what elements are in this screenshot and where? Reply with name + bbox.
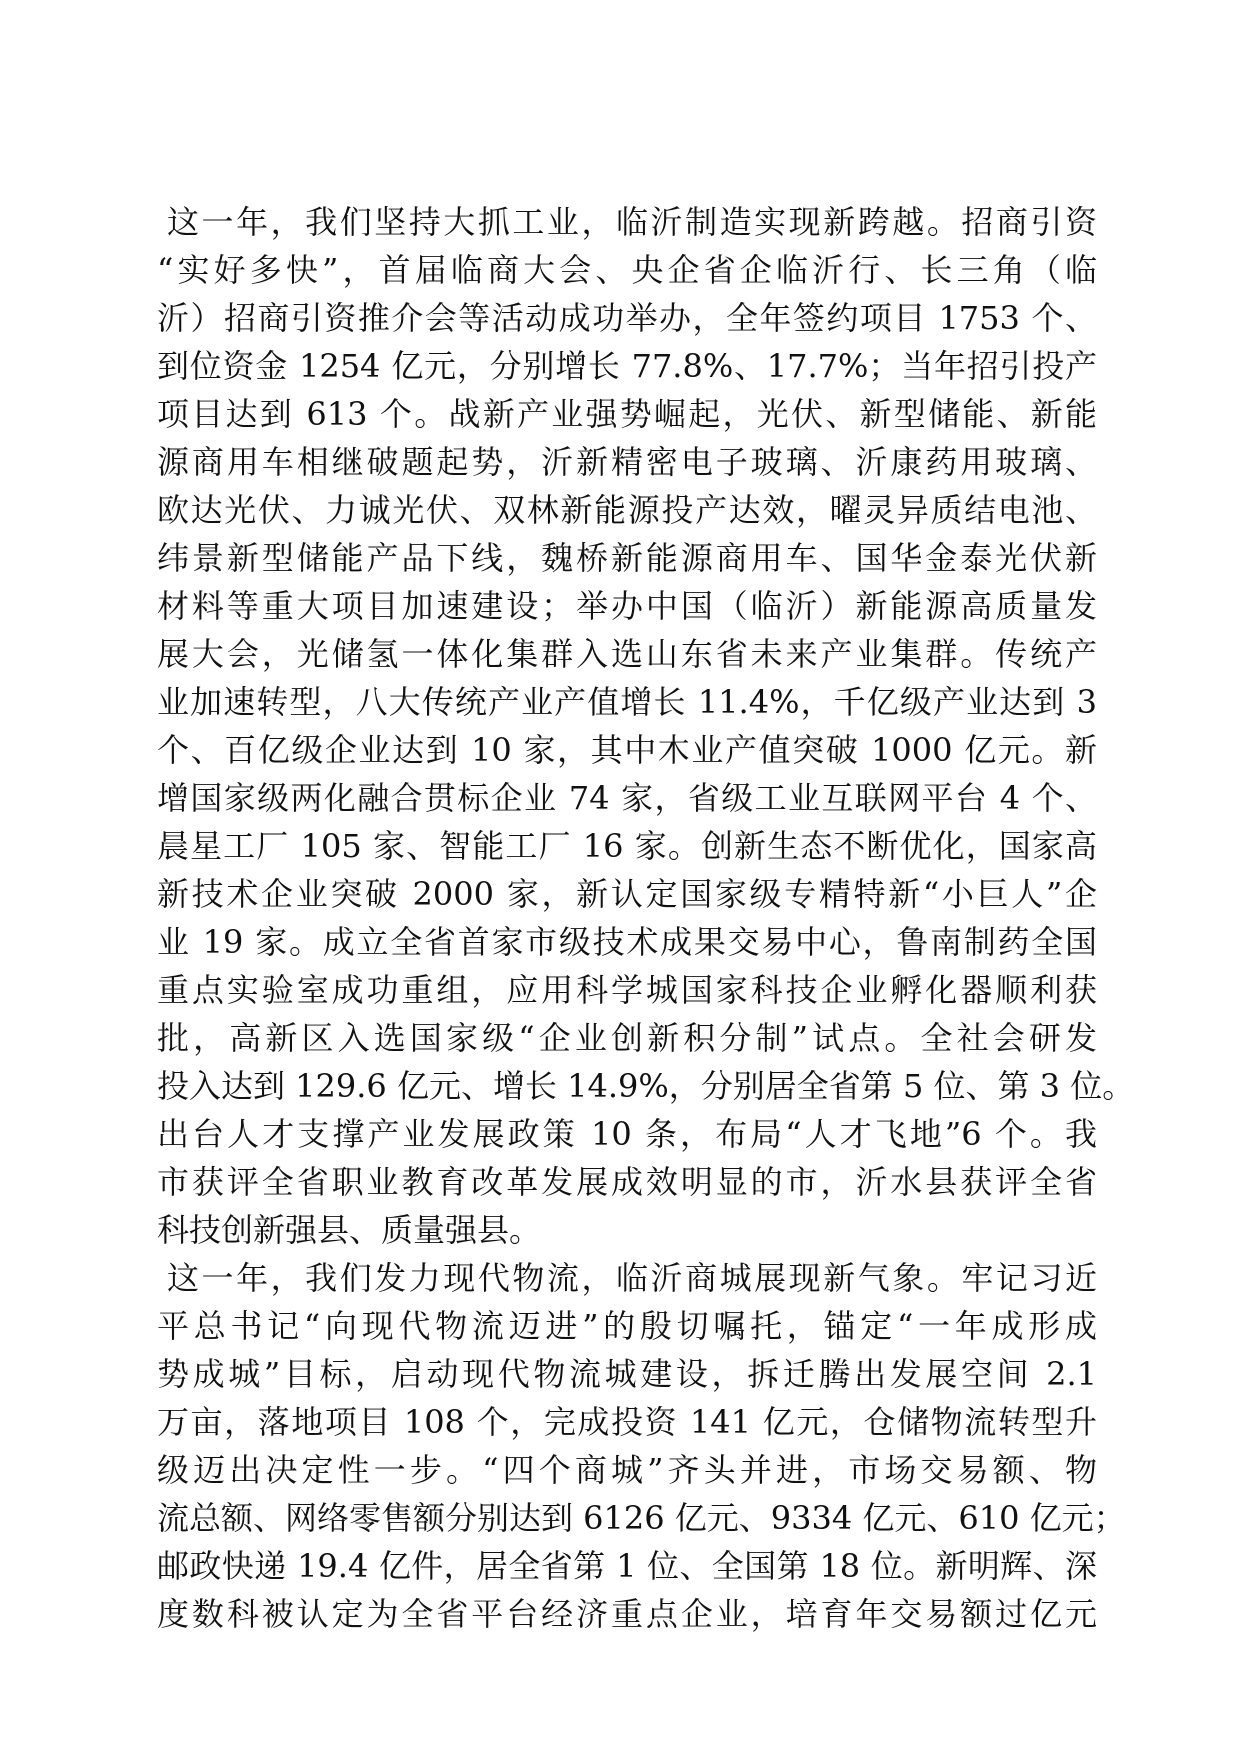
text-line: 项目达到 613 个。战新产业强势崛起，光伏、新型储能、新能 <box>157 395 1097 433</box>
text-line: 科技创新强县、质量强县。 <box>157 1211 542 1249</box>
text-line: 流总额、网络零售额分别达到 6126 亿元、9334 亿元、610 亿元； <box>157 1499 1126 1537</box>
text-line: 业 19 家。成立全省首家市级技术成果交易中心，鲁南制药全国 <box>157 923 1097 961</box>
text-line: 纬景新型储能产品下线，魏桥新能源商用车、国华金泰光伏新 <box>157 539 1097 577</box>
text-line: 批，高新区入选国家级“企业创新积分制”试点。全社会研发 <box>157 1019 1097 1057</box>
text-line: “实好多快”，首届临商大会、央企省企临沂行、长三角（临 <box>157 251 1097 289</box>
text-line: 出台人才支撑产业发展政策 10 条，布局“人才飞地”6 个。我 <box>157 1115 1097 1153</box>
text-line: 源商用车相继破题起势，沂新精密电子玻璃、沂康药用玻璃、 <box>157 443 1097 481</box>
text-line: 平总书记“向现代物流迈进”的殷切嘱托，锚定“一年成形成 <box>157 1307 1097 1345</box>
text-line: 新技术企业突破 2000 家，新认定国家级专精特新“小巨人”企 <box>157 875 1097 913</box>
text-line: 到位资金 1254 亿元，分别增长 77.8%、17.7%；当年招引投产 <box>157 347 1097 385</box>
text-line: 度数科被认定为全省平台经济重点企业，培育年交易额过亿元 <box>157 1595 1097 1633</box>
text-line: 市获评全省职业教育改革发展成效明显的市，沂水县获评全省 <box>157 1163 1097 1201</box>
text-line: 材料等重大项目加速建设；举办中国（临沂）新能源高质量发 <box>157 587 1097 625</box>
text-line: 沂）招商引资推介会等活动成功举办，全年签约项目 1753 个、 <box>157 299 1097 337</box>
text-line: 重点实验室成功重组，应用科学城国家科技企业孵化器顺利获 <box>157 971 1097 1009</box>
text-line: 欧达光伏、力诚光伏、双林新能源投产达效，曜灵异质结电池、 <box>157 491 1097 529</box>
paragraph-logistics <box>157 1254 1126 1638</box>
text-line: 业加速转型，八大传统产业产值增长 11.4%，千亿级产业达到 3 <box>157 683 1097 721</box>
paragraph-industry <box>157 198 1135 1254</box>
text-line: 个、百亿级企业达到 10 家，其中木业产值突破 1000 亿元。新 <box>157 731 1097 769</box>
text-line: 展大会，光储氢一体化集群入选山东省未来产业集群。传统产 <box>157 635 1097 673</box>
text-line: 级迈出决定性一步。“四个商城”齐头并进，市场交易额、物 <box>157 1451 1097 1489</box>
text-line: 增国家级两化融合贯标企业 74 家，省级工业互联网平台 4 个、 <box>157 779 1097 817</box>
text-line: 邮政快递 19.4 亿件，居全省第 1 位、全国第 18 位。新明辉、深 <box>157 1547 1097 1585</box>
text-line: 万亩，落地项目 108 个，完成投资 141 亿元，仓储物流转型升 <box>157 1403 1097 1441</box>
text-line: 这一年，我们坚持大抓工业，临沂制造实现新跨越。招商引资 <box>167 203 1097 241</box>
text-line: 这一年，我们发力现代物流，临沂商城展现新气象。牢记习近 <box>167 1259 1097 1297</box>
document-body <box>157 198 1135 1638</box>
text-line: 势成城”目标，启动现代物流城建设，拆迁腾出发展空间 2.1 <box>157 1355 1097 1393</box>
text-line: 晨星工厂 105 家、智能工厂 16 家。创新生态不断优化，国家高 <box>157 827 1097 865</box>
text-line: 投入达到 129.6 亿元、增长 14.9%，分别居全省第 5 位、第 3 位。 <box>157 1067 1135 1105</box>
